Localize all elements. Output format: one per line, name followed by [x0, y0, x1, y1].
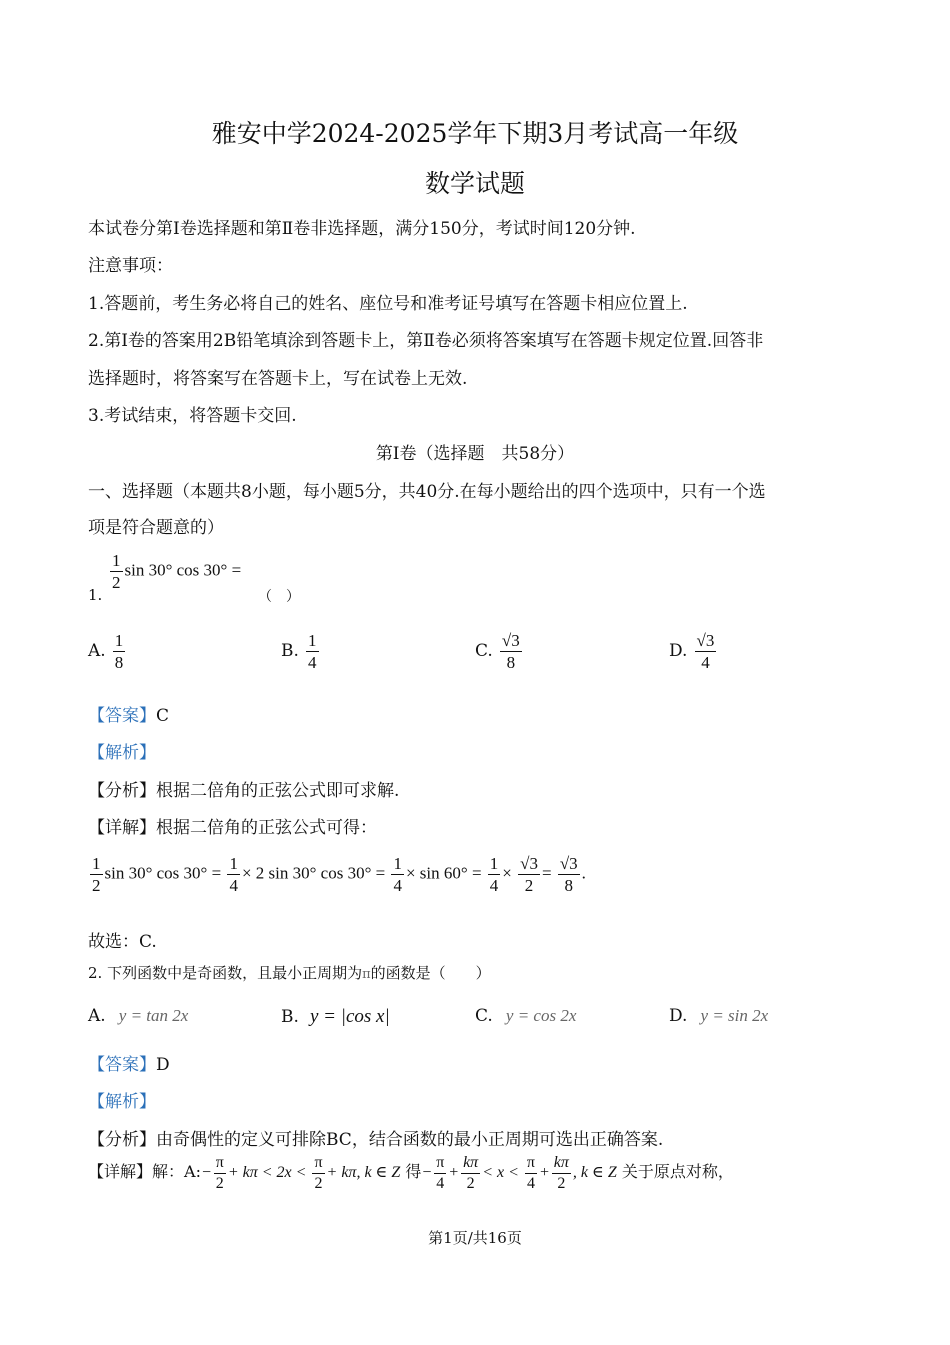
q1-answer: [88, 701, 169, 726]
q1-derivation-formula: $\frac{1}{2}$ sin 30° cos 30° = $\frac{1}{4}$ × 2 sin 30° cos 30° = $\frac{1}{4}$ × sin 60° = $\frac{1}{4}$ × $\frac{√3}{2}$ = $\frac{√3}{8}$ .: [92, 854, 586, 895]
detail-tag: 【详解】: [88, 1162, 153, 1182]
option-label: B.: [281, 641, 299, 661]
q1-half-fraction: $\frac{1}{2}$: [112, 551, 121, 592]
option-expr: y = cos 2x: [505, 1006, 577, 1025]
q2-inequality-1: − $\frac{\pi}{2}$ + kπ < 2x < $\frac{\pi}{2}$ + kπ, k ∈ Z: [200, 1154, 401, 1192]
detail-tag: 【详解】: [88, 818, 156, 838]
q1-fenxi: [88, 776, 399, 801]
q2-option-a[interactable]: [88, 1006, 188, 1026]
q2-answer: [88, 1050, 170, 1075]
option-label: D.: [669, 1006, 688, 1026]
option-label: C.: [475, 641, 493, 661]
page-title: 雅安中学2024-2025学年下期3月考试高一年级: [211, 119, 739, 148]
option-expr: y = sin 2x: [700, 1006, 769, 1025]
q2-detail: [88, 1155, 734, 1192]
page-subtitle: 数学试题: [424, 169, 525, 198]
detail-prefix: 解：A:: [152, 1162, 201, 1182]
notice-3: 3.考试结束，将答题卡交回.: [88, 406, 297, 426]
q2-option-c[interactable]: [475, 1006, 576, 1026]
q2-option-d[interactable]: [669, 1006, 768, 1026]
q1-blank: （ ）: [258, 589, 300, 605]
notice-1: 1.答题前，考生务必将自己的姓名、座位号和准考证号填写在答题卡相应位置上.: [88, 294, 688, 314]
q1-option-d[interactable]: [669, 632, 718, 671]
detail-mid: 得: [405, 1162, 422, 1182]
q2-stem-suffix: 的函数是（ ）: [370, 964, 491, 982]
answer-tag: 【答案】: [88, 706, 156, 726]
notice-2: 2.第Ⅰ卷的答案用2B铅笔填涂到答题卡上，第Ⅱ卷必须将答案填写在答题卡规定位置.回答非: [88, 331, 764, 351]
answer-tag: 【答案】: [88, 1055, 156, 1075]
option-fraction: $\frac{1}{8}$: [114, 631, 124, 672]
option-fraction: $\frac{√3}{4}$: [696, 631, 715, 672]
option-label: A.: [88, 641, 106, 661]
option-label: D.: [669, 641, 688, 661]
option-fraction: $\frac{1}{4}$: [308, 631, 317, 672]
q2-stem-prefix: 2. 下列函数中是奇函数，且最小正周期为: [88, 964, 363, 982]
q1-stem: [108, 552, 241, 591]
part-heading: 一、选择题（本题共8小题，每小题5分，共40分.在每小题给出的四个选项中，只有一个选: [88, 482, 766, 502]
q2-inequality-2: − $\frac{\pi}{4}$ + $\frac{k\pi}{2}$ < x < $\frac{\pi}{4}$ + $\frac{k\pi}{2}$ , k ∈ Z: [421, 1154, 617, 1192]
q2-stem: [88, 962, 491, 983]
q1-option-c[interactable]: [475, 632, 524, 671]
section-heading: 第Ⅰ卷（选择题 共58分）: [375, 444, 575, 464]
q1-option-b[interactable]: [281, 632, 321, 671]
page-footer: 第1页/共16页: [428, 1229, 522, 1247]
fenxi-tag: 【分析】: [88, 781, 156, 801]
option-fraction: $\frac{√3}{8}$: [501, 631, 520, 672]
detail-suffix: 关于原点对称，: [621, 1162, 734, 1182]
q1-expr: sin 30° cos 30° =: [124, 560, 242, 580]
notice-2-cont: 选择题时，将答案写在答题卡上，写在试卷上无效.: [88, 369, 468, 389]
option-label: A.: [88, 1006, 106, 1026]
q1-analysis-tag: 【解析】: [88, 743, 156, 763]
q2-option-b[interactable]: [281, 1006, 390, 1028]
option-label: B.: [281, 1007, 299, 1027]
q2-fenxi: [88, 1125, 663, 1150]
option-expr: y = tan 2x: [118, 1006, 189, 1025]
option-expr: y = |cos x|: [310, 1006, 390, 1027]
q2-analysis-tag: 【解析】: [88, 1092, 156, 1112]
q1-detail: [88, 813, 377, 838]
notice-heading: 注意事项：: [88, 256, 173, 276]
option-label: C.: [475, 1006, 493, 1026]
pi-symbol: π: [362, 967, 371, 982]
fenxi-text: 根据二倍角的正弦公式即可求解.: [156, 781, 400, 801]
q1-conclusion: 故选：C.: [88, 932, 157, 952]
fenxi-text: 由奇偶性的定义可排除BC，结合函数的最小正周期可选出正确答案.: [156, 1130, 664, 1150]
intro-text: 本试卷分第Ⅰ卷选择题和第Ⅱ卷非选择题，满分150分，考试时间120分钟.: [88, 219, 636, 239]
answer-value: D: [156, 1055, 170, 1075]
q1-number: 1.: [88, 586, 103, 604]
detail-text: 根据二倍角的正弦公式可得：: [156, 818, 377, 838]
answer-value: C: [156, 706, 170, 726]
part-heading-cont: 项是符合题意的）: [88, 518, 224, 538]
fenxi-tag: 【分析】: [88, 1130, 156, 1150]
q1-option-a[interactable]: [88, 632, 127, 671]
